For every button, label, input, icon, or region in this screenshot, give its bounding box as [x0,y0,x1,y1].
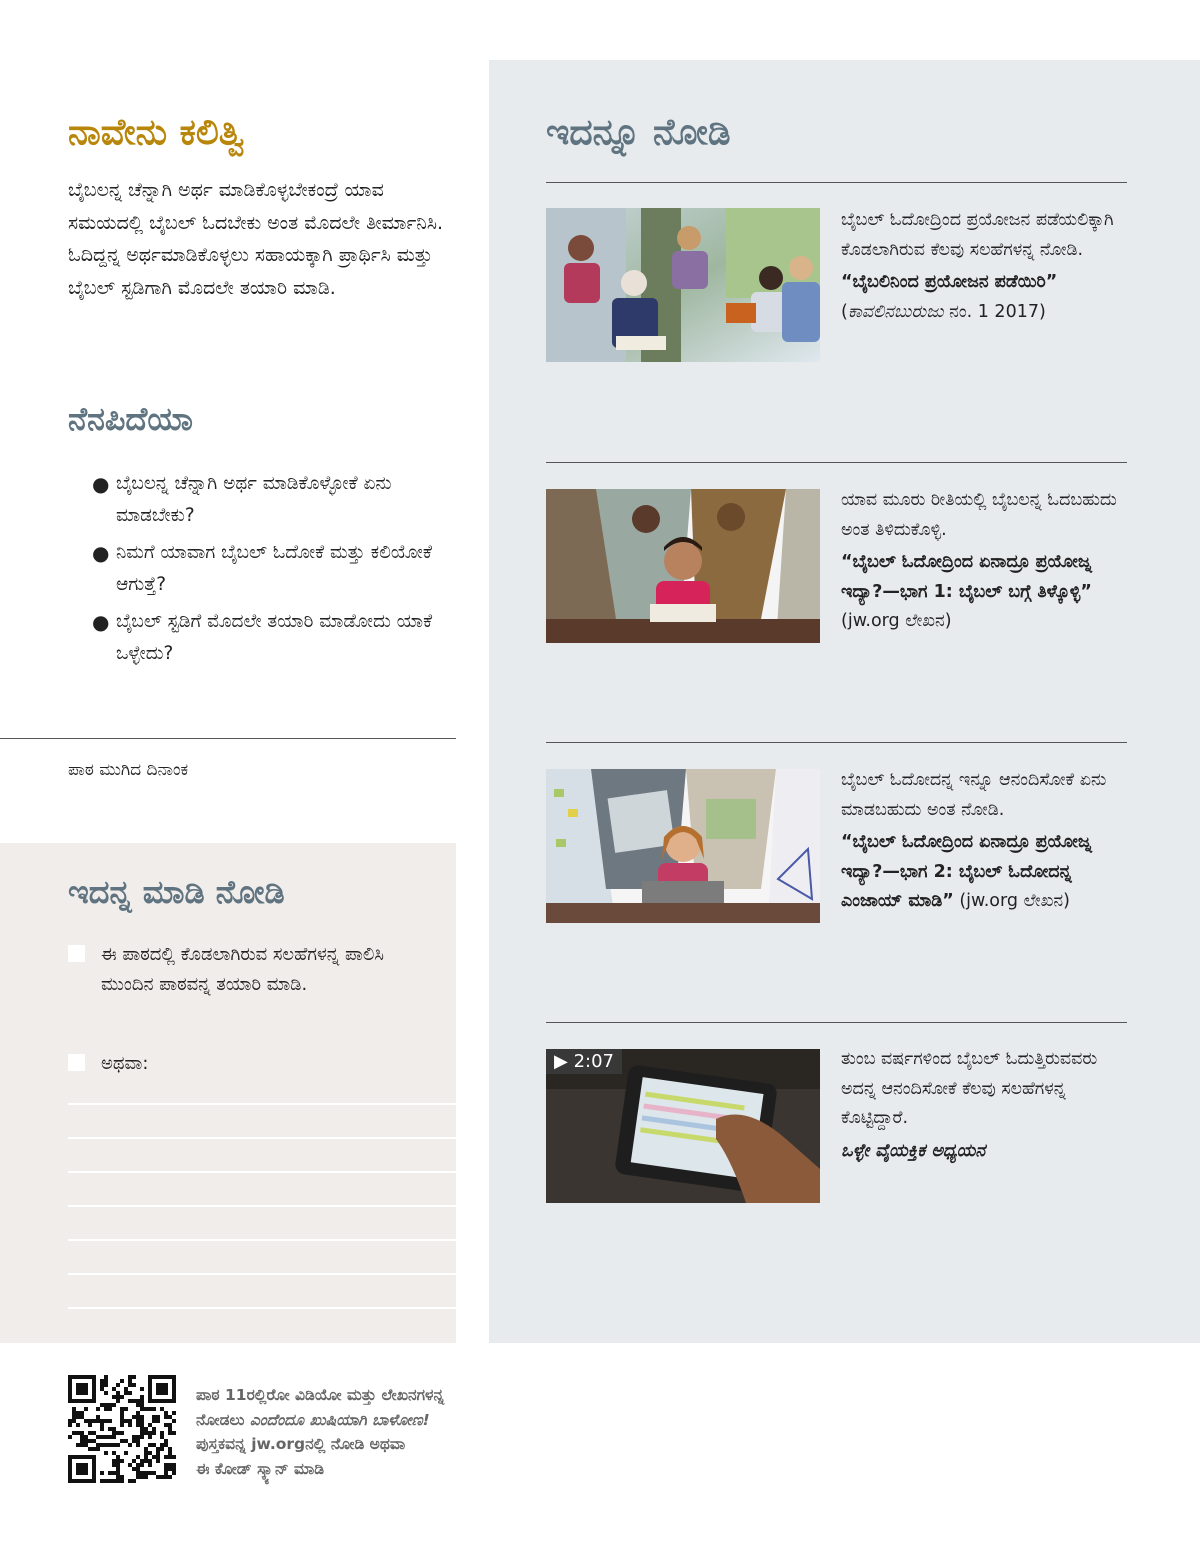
footer-note: ಪಾಠ 11ರಲ್ಲಿರೋ ವಿಡಿಯೋ ಮತ್ತು ಲೇಖನಗಳನ್ನ ನೋಡಲು ಎಂದೆಂದೂ ಖುಷಿಯಾಗಿ ಬಾಳೋಣ! ಪುಸ್ತಕವನ್ನ jw.orgನಲ್ಲಿ ನೋಡಿ ಅಥವಾ ಈ ಕೋಡ್ ಸ್ಕ್ಯಾನ್ ಮಾಡಿ [196,1386,445,1478]
divider [546,182,1127,183]
list-item [92,606,452,670]
video-link[interactable]: ಒಳ್ಳೇ ವೈಯಕ್ತಿಕ ಅಧ್ಯಯನ [841,1140,986,1161]
write-line[interactable] [68,1239,456,1241]
try-this-panel [0,843,456,1343]
learn-heading: ನಾವೇನು ಕಲಿತ್ವಿ [68,112,245,153]
card-text [841,206,1131,327]
card-text [841,766,1131,917]
bible-readers-image[interactable] [546,208,820,362]
divider [546,742,1127,743]
bullet-icon: ● [92,610,110,634]
task-item[interactable] [68,940,438,1000]
write-line[interactable] [68,1171,456,1173]
article-link[interactable]: “ಬೈಬಲ್ ಓದೋದ್ರಿಂದ ಏನಾದ್ರೂ ಪ್ರಯೋಜ್ನ ಇದ್ಯಾ?—ಭಾಗ 2: ಬೈಬಲ್ ಓದೋದನ್ನ ಎಂಜಾಯ್ ಮಾಡಿ” [841,832,1093,911]
divider [546,1022,1127,1023]
write-line[interactable] [68,1205,456,1207]
book-title: ಎಂದೆಂದೂ ಖುಷಿಯಾಗಿ ಬಾಳೋಣ! [249,1410,430,1429]
card-description: ಬೈಬಲ್ ಓದೋದನ್ನ ಇನ್ನೂ ಆನಂದಿಸೋಕೆ ಏನು ಮಾಡಬಹುದು ಅಂತ ನೋಡಿ. [841,770,1107,820]
card-description: ತುಂಬ ವರ್ಷಗಳಿಂದ ಬೈಬಲ್ ಓದುತ್ತಿರುವವರು ಅದನ್ನ ಆನಂದಿಸೋಕೆ ಕೆಲವು ಸಲಹೆಗಳನ್ನ ಕೊಟ್ಟಿದ್ದಾರೆ. [841,1049,1098,1128]
list-item [92,537,452,601]
remember-heading: ನೆನಪಿದೆಯಾ [68,400,193,438]
article-link[interactable]: “ಬೈಬಲಿನಿಂದ ಪ್ರಯೋಜನ ಪಡೆಯಿರಿ” [841,272,1058,292]
question-text: ಬೈಬಲನ್ನ ಚೆನ್ನಾಗಿ ಅರ್ಥ ಮಾಡಿಕೊಳ್ಳೋಕೆ ಏನು ಮಾಡಬೇಕು? [116,473,392,526]
article-source: (jw.org ಲೇಖನ) [953,891,1070,911]
see-also-panel [489,60,1200,1343]
write-line[interactable] [68,1103,456,1105]
see-also-heading: ಇದನ್ನೂ ನೋಡಿ [546,112,731,153]
write-line[interactable] [68,1307,456,1309]
completion-date-label: ಪಾಠ ಮುಗಿದ ದಿನಾಂಕ [68,760,189,780]
card-text [841,1045,1131,1166]
task-item-or[interactable] [68,1049,438,1079]
question-text: ಬೈಬಲ್ ಸ್ಟಡಿಗೆ ಮೊದಲೇ ತಯಾರಿ ಮಾಡೋದು ಯಾಕೆ ಒಳ್ಳೇದು? [116,611,433,664]
checkbox[interactable] [68,945,85,962]
left-column [0,0,456,1343]
article-source: (jw.org ಲೇಖನ) [841,611,952,631]
article-link[interactable]: “ಬೈಬಲ್ ಓದೋದ್ರಿಂದ ಏನಾದ್ರೂ ಪ್ರಯೋಜ್ನ ಇದ್ಯಾ?—ಭಾಗ 1: ಬೈಬಲ್ ಬಗ್ಗೆ ತಿಳ್ಕೊಳ್ಳಿ” [841,552,1093,602]
video-duration[interactable]: ▶ 2:07 [546,1049,622,1074]
write-line[interactable] [68,1273,456,1275]
learn-summary: ಬೈಬಲನ್ನ ಚೆನ್ನಾಗಿ ಅರ್ಥ ಮಾಡಿಕೊಳ್ಳಬೇಕಂದ್ರೆ ಯಾವ ಸಮಯದಲ್ಲಿ ಬೈಬಲ್ ಓದಬೇಕು ಅಂತ ಮೊದಲೇ ತೀರ್ಮಾನಿಸಿ. ಓದಿದ್ದನ್ನ ಅರ್ಥಮಾಡಿಕೊಳ್ಳಲು ಸಹಾಯಕ್ಕಾಗಿ ಪ್ರಾರ್ಥಿಸಿ ಮತ್ತು ಬೈಬಲ್ ಸ್ಟಡಿಗಾಗಿ ಮೊದಲೇ ತಯಾರಿ ಮಾಡಿ. [68,179,443,299]
tablet-study-video[interactable] [546,1049,820,1203]
girl-reading-bible-image[interactable] [546,769,820,923]
checkbox[interactable] [68,1054,85,1071]
task-text: ಅಥವಾ: [101,1053,149,1074]
write-line[interactable] [68,1137,456,1139]
list-item [92,468,452,532]
card-text [841,486,1131,637]
card-description: ಯಾವ ಮೂರು ರೀತಿಯಲ್ಲಿ ಬೈಬಲನ್ನ ಓದಬಹುದು ಅಂತ ತಿಳಿದುಕೊಳ್ಳಿ. [841,490,1117,540]
try-heading: ಇದನ್ನ ಮಾಡಿ ನೋಡಿ [68,873,285,911]
bullet-icon: ● [92,541,110,565]
divider [0,738,456,739]
remember-list [92,468,452,675]
divider [546,462,1127,463]
task-text: ಈ ಪಾಠದಲ್ಲಿ ಕೊಡಲಾಗಿರುವ ಸಲಹೆಗಳನ್ನ ಪಾಲಿಸಿ ಮುಂದಿನ ಪಾಠವನ್ನ ತಯಾರಿ ಮಾಡಿ. [101,944,384,995]
bullet-icon: ● [92,472,110,496]
qr-code [68,1375,176,1483]
boy-reading-bible-image[interactable] [546,489,820,643]
article-source: (ಕಾವಲಿನಬುರುಜು ನಂ. 1 2017) [841,301,1046,322]
card-description: ಬೈಬಲ್ ಓದೋದ್ರಿಂದ ಪ್ರಯೋಜನ ಪಡೆಯಲಿಕ್ಕಾಗಿ ಕೊಡಲಾಗಿರುವ ಕೆಲವು ಸಲಹೆಗಳನ್ನ ನೋಡಿ. [841,210,1114,260]
question-text: ನಿಮಗೆ ಯಾವಾಗ ಬೈಬಲ್ ಓದೋಕೆ ಮತ್ತು ಕಲಿಯೋಕೆ ಆಗುತ್ತೆ? [116,542,432,595]
